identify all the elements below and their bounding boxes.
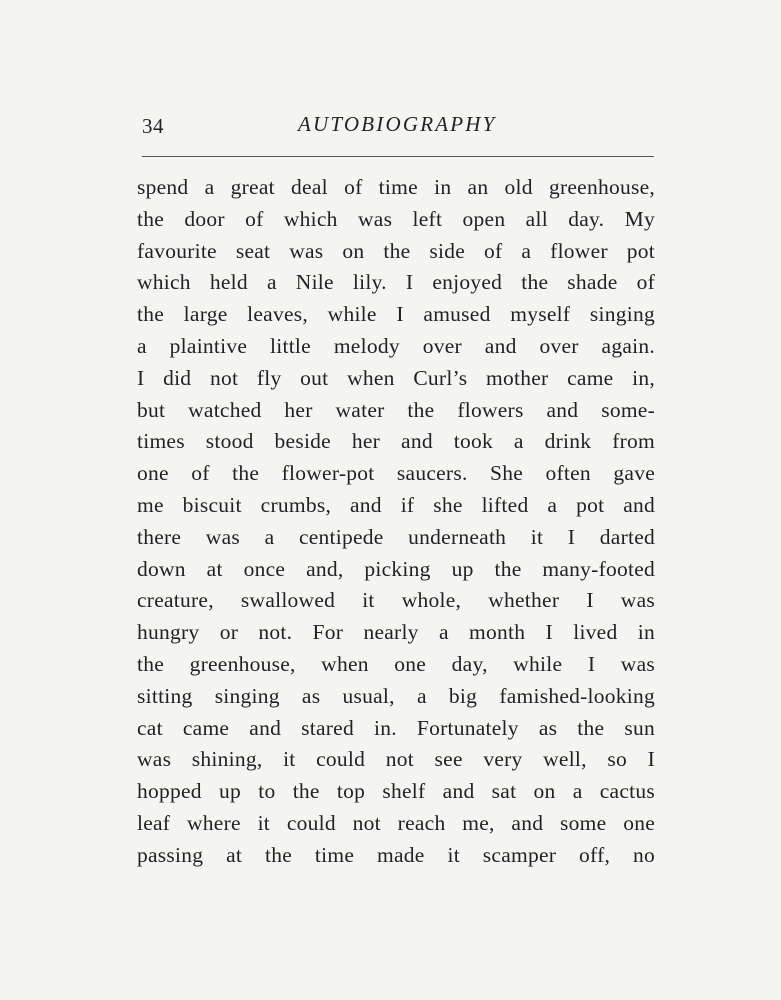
- text-line: down at once and, picking up the many-footed: [137, 556, 655, 581]
- text-line: which held a Nile lily. I enjoyed the shade of: [137, 270, 655, 295]
- text-line: the door of which was left open all day. My: [137, 206, 655, 231]
- text-line: hungry or not. For nearly a month I lived in: [137, 620, 655, 645]
- text-line: passing at the time made it scamper off, no: [137, 842, 655, 867]
- text-line: I did not fly out when Curl’s mother came in,: [137, 365, 655, 390]
- text-line: was shining, it could not see very well, so I: [137, 747, 655, 772]
- text-line: leaf where it could not reach me, and some one: [137, 810, 655, 835]
- text-line: the greenhouse, when one day, while I was: [137, 651, 655, 676]
- header-rule: [142, 156, 654, 157]
- text-line: hopped up to the top shelf and sat on a cactus: [137, 779, 655, 804]
- text-line: there was a centipede underneath it I darted: [137, 524, 655, 549]
- text-line: one of the flower-pot saucers. She often gave: [137, 461, 655, 486]
- text-line: creature, swallowed it whole, whether I was: [137, 588, 655, 613]
- text-line: spend a great deal of time in an old greenhouse,: [137, 175, 655, 199]
- body-text: [137, 172, 655, 872]
- text-line: the large leaves, while I amused myself singing: [137, 302, 655, 327]
- running-title: AUTOBIOGRAPHY: [298, 112, 497, 136]
- text-line: cat came and stared in. Fortunately as the sun: [137, 715, 655, 740]
- text-line: sitting singing as usual, a big famished-looking: [137, 683, 655, 708]
- page-number: 34: [142, 114, 164, 138]
- text-line: times stood beside her and took a drink from: [137, 429, 655, 454]
- text-line: favourite seat was on the side of a flower pot: [137, 238, 655, 263]
- page-header: [142, 112, 654, 142]
- text-line: a plaintive little melody over and over again.: [137, 333, 655, 358]
- text-line: but watched her water the flowers and some-: [137, 397, 655, 422]
- text-line: me biscuit crumbs, and if she lifted a pot and: [137, 492, 655, 517]
